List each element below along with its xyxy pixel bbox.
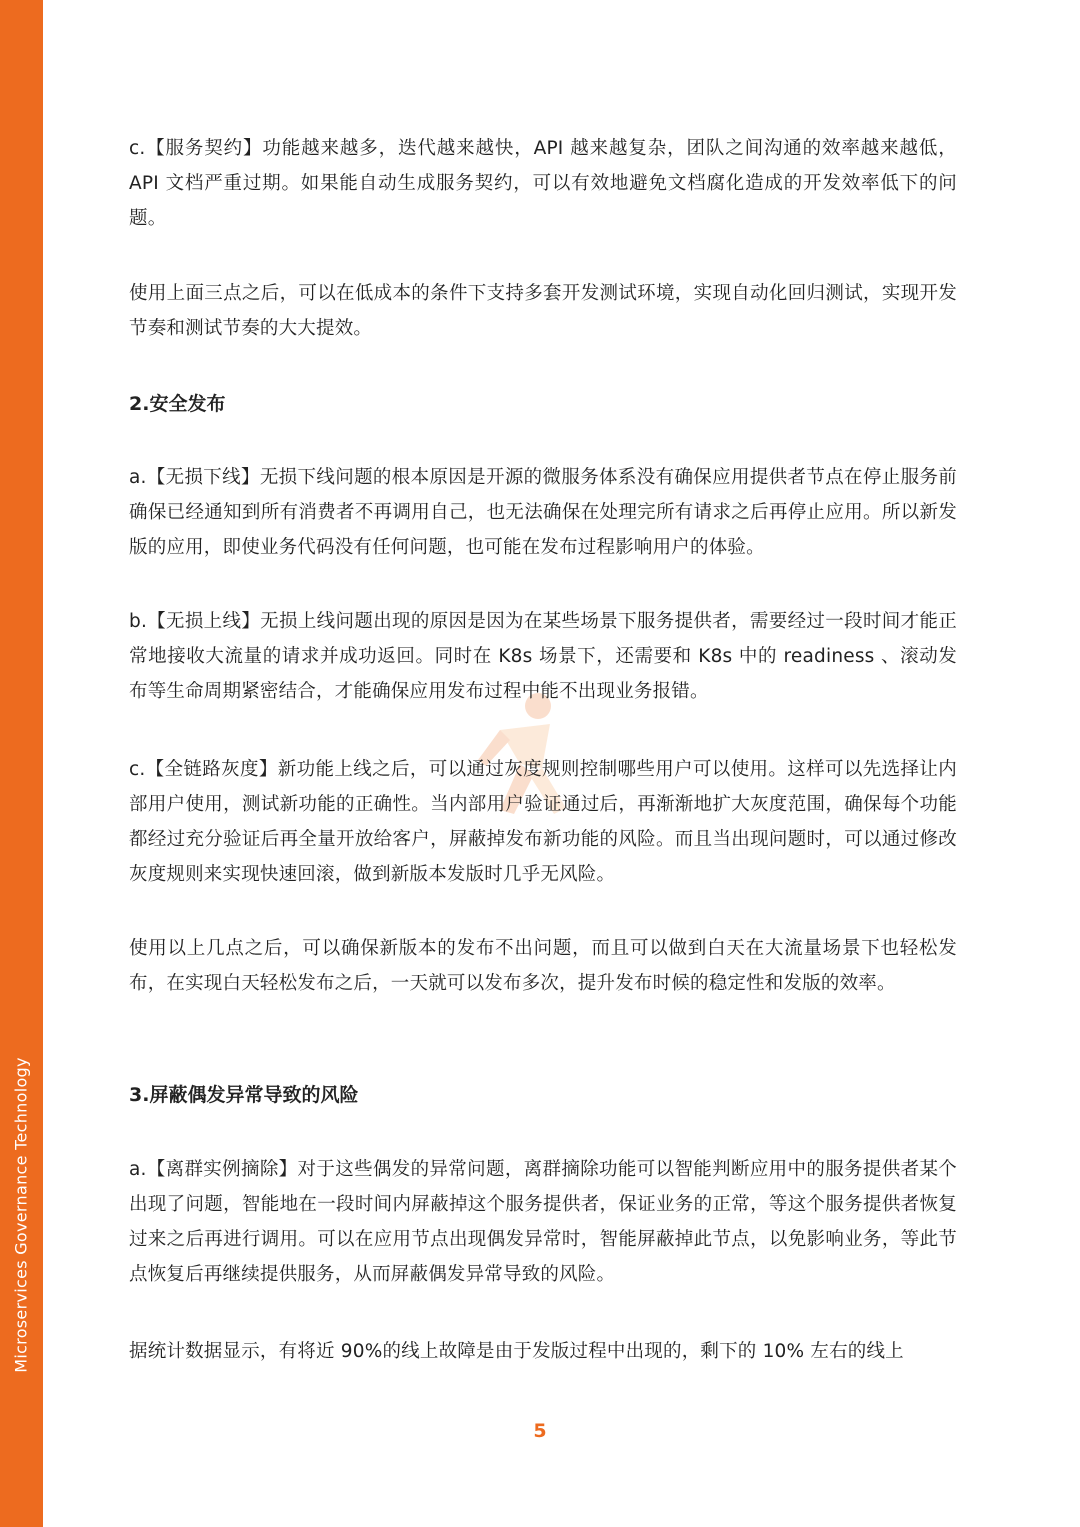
- paragraph-summary-1: 使用上面三点之后，可以在低成本的条件下支持多套开发测试环境，实现自动化回归测试，实现开发节奏和测试节奏的大大提效。: [129, 283, 957, 339]
- sidebar-title: Microservices Governance Technology: [11, 1057, 31, 1373]
- paragraph-outlier-removal: a.【离群实例摘除】对于这些偶发的异常问题，离群摘除功能可以智能判断应用中的服务提供者某个出现了问题，智能地在一段时间内屏蔽掉这个服务提供者，保证业务的正常，等这个服务提供者恢复过来之后再进行调用。可以在应用节点出现偶发异常时，智能屏蔽掉此节点，以免影响业务，等此节点恢复后再继续提供服务，从而屏蔽偶发异常导致的风险。: [129, 1159, 957, 1285]
- paragraph-graceful-offline: a.【无损下线】无损下线问题的根本原因是开源的微服务体系没有确保应用提供者节点在停止服务前确保已经通知到所有消费者不再调用自己，也无法确保在处理完所有请求之后再停止应用。所以新发版的应用，即使业务代码没有任何问题，也可能在发布过程影响用户的体验。: [129, 467, 957, 558]
- heading-safe-release: 2.安全发布: [129, 393, 226, 415]
- paragraph-graceful-online: b.【无损上线】无损上线问题出现的原因是因为在某些场景下服务提供者，需要经过一段时间才能正常地接收大流量的请求并成功返回。同时在 K8s 场景下，还需要和 K8s 中的 readiness 、滚动发布等生命周期紧密结合，才能确保应用发布过程中能不出现业务报错。: [129, 611, 957, 702]
- page-number: 5: [533, 1420, 547, 1442]
- heading-shield-risk: 3.屏蔽偶发异常导致的风险: [129, 1084, 359, 1106]
- paragraph-summary-2: 使用以上几点之后，可以确保新版本的发布不出问题，而且可以做到白天在大流量场景下也轻松发布，在实现白天轻松发布之后，一天就可以发布多次，提升发布时候的稳定性和发版的效率。: [129, 938, 957, 994]
- paragraph-service-contract: c.【服务契约】功能越来越多，迭代越来越快，API 越来越复杂，团队之间沟通的效率越来越低，API 文档严重过期。如果能自动生成服务契约，可以有效地避免文档腐化造成的开发效率低下的问题。: [129, 138, 957, 229]
- paragraph-statistics: 据统计数据显示，有将近 90%的线上故障是由于发版过程中出现的，剩下的 10% 左右的线上: [129, 1341, 904, 1362]
- paragraph-full-link-gray: c.【全链路灰度】新功能上线之后，可以通过灰度规则控制哪些用户可以使用。这样可以先选择让内部用户使用，测试新功能的正确性。当内部用户验证通过后，再渐渐地扩大灰度范围，确保每个功能都经过充分验证后再全量开放给客户，屏蔽掉发布新功能的风险。而且当出现问题时，可以通过修改灰度规则来实现快速回滚，做到新版本发版时几乎无风险。: [129, 759, 957, 885]
- sidebar-band: [0, 0, 43, 1527]
